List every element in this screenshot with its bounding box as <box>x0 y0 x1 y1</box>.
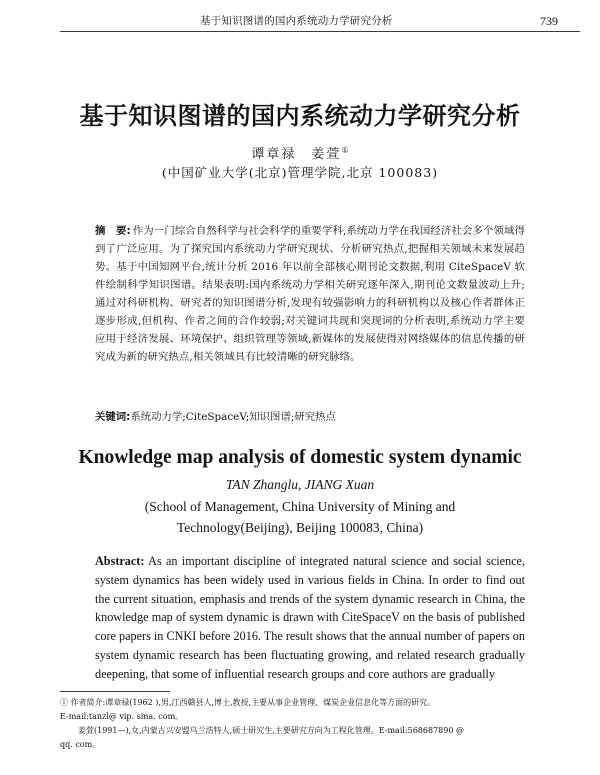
article-title-en: Knowledge map analysis of domestic system dynamic <box>78 447 522 468</box>
affiliation-zh: (中国矿业大学(北京)管理学院,北京 100083) <box>161 165 439 180</box>
affiliation-en <box>0 496 600 538</box>
abstract-zh-label: 摘 要: <box>95 225 131 237</box>
keywords-zh <box>95 408 525 426</box>
footnotes <box>60 696 580 752</box>
footnote-author-1: ① 作者简介:谭章禄(1962 ),男,江西赣县人,博士,教授,主要从事企业管理、煤炭企业信息化等方面的研究。 <box>60 698 436 707</box>
abstract-en-text: As an important discipline of integrated natural science and social science, system dynamics has been widely used in various fields in China. In order to find out the current situation, emphasis and trends of the system dynamic research in China, the knowledge map of system dynamic is drawn with CiteSpaceV on the basis of published core papers in CNKI before 2016. The result shows that the annual number of papers on system dynamic research has been fluctuating growing, and related research gradually deepening, that some of influential research groups and core authors are gradually <box>95 554 525 681</box>
footnote-author-2-email: qq. com。 <box>60 740 101 749</box>
footnote-author-2: 姜萱(1991—),女,内蒙古兴安盟乌兰浩特人,硕士研究生,主要研究方向为工程化管理。E-mail:568687890 @ <box>78 726 464 735</box>
author-footnote-mark: ① <box>341 145 349 155</box>
authors-zh <box>0 143 600 162</box>
page-number: 739 <box>540 14 558 28</box>
keywords-zh-text: 系统动力学;CiteSpaceV;知识图谱;研究热点 <box>130 411 336 423</box>
footnote-rule <box>60 691 170 692</box>
abstract-zh-text: 作为一门综合自然科学与社会科学的重要学科,系统动力学在我国经济社会多个领域得到了广泛应用。为了探究国内系统动力学研究现状、分析研究热点,把握相关领域未来发展趋势。基于中国知网平台,统计分析 2016 年以前全部核心期刊论文数据,利用 CiteSpaceV 软件绘制科学知识图谱。结果表明:国内系统动力学相关研究逐年深入,期刊论文数量波动上升;通过对科研机构、研究者的知识图谱分析,发现有较强影响力的科研机构以及核心作者群体正逐步形成,但机构、作者之间的合作较弱;对关键词共现和突现词的分析表明,系统动力学主要应用于经济发展、环境保护、组织管理等领域,新媒体的发展使得对网络媒体的信息传播的研究成为新的研究热点,相关领域具有比较清晰的研究脉络。 <box>95 225 525 363</box>
abstract-zh <box>95 222 525 366</box>
affiliation-en-line: (School of Management, China University of Mining and <box>144 499 456 514</box>
affiliation-en-line: Technology(Beijing), Beijing 100083, China) <box>176 520 424 535</box>
abstract-en <box>95 552 525 684</box>
author-names-zh: 谭章禄 姜萱 <box>251 147 342 162</box>
authors-en: TAN Zhanglu, JIANG Xuan <box>225 477 375 492</box>
abstract-en-label: Abstract: <box>95 554 145 568</box>
running-head <box>60 14 580 28</box>
running-head-title: 基于知识图谱的国内系统动力学研究分析 <box>200 15 393 27</box>
keywords-zh-label: 关键词: <box>95 411 131 423</box>
article-title-zh: 基于知识图谱的国内系统动力学研究分析 <box>79 102 521 130</box>
footnote-author-1-email: E-mail:tanzl@ vip. sina. com。 <box>60 712 184 721</box>
header-rule <box>60 31 580 32</box>
